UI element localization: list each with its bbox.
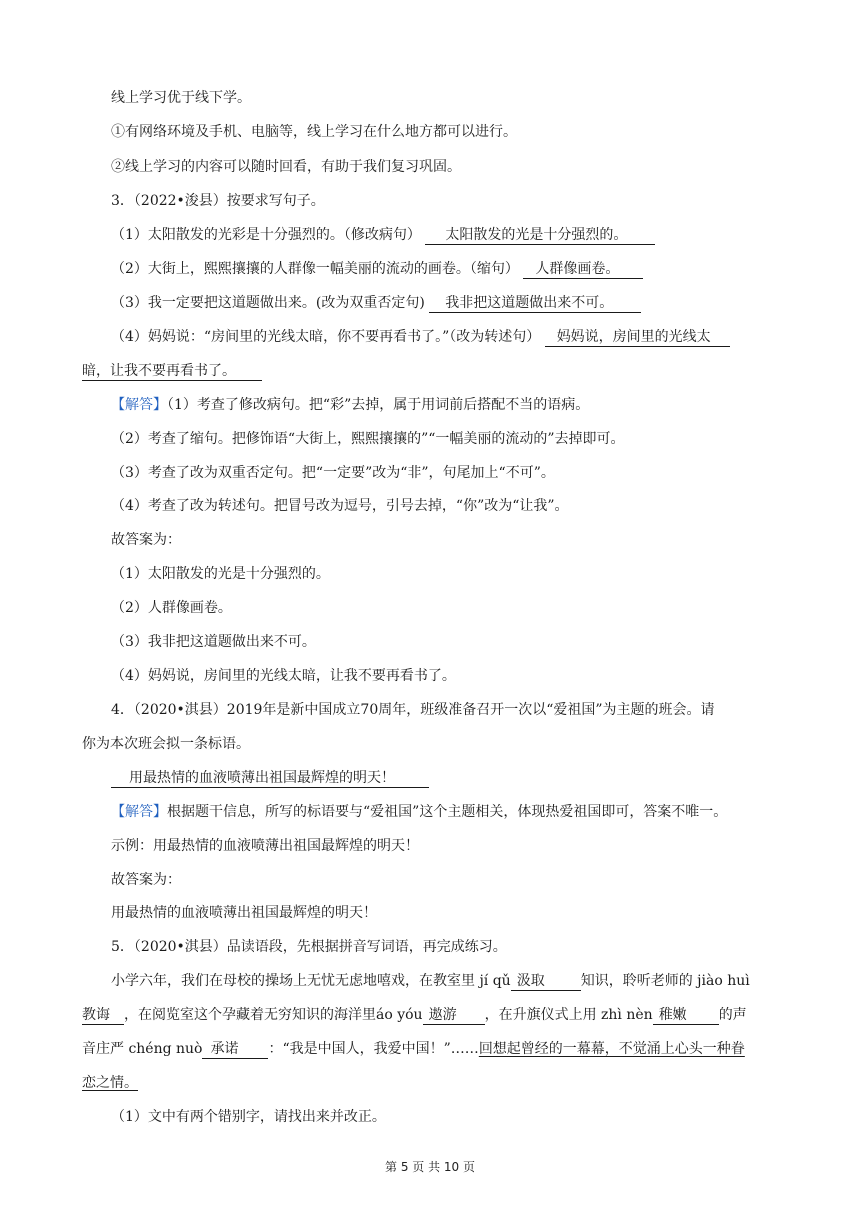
line: （4）妈妈说：“房间里的光线太暗，你不要再看书了。”（改为转述句） 妈妈说，房间里的光线太 (111, 327, 778, 347)
answer-text: 用最热情的血液喷薄出祖国最辉煌的明天！ (129, 770, 395, 786)
line: 故答案为： (111, 872, 181, 888)
answer-text: 遨游 (428, 1007, 457, 1023)
answer-text: 我非把这道题做出来不可。 (445, 295, 614, 311)
line: （2）人群像画卷。 (111, 600, 232, 616)
line: （1）文中有两个错别字，请找出来并改正。 (111, 1109, 386, 1125)
answer-text: 暗，让我不要再看书了。 (82, 363, 236, 379)
answer-text: 太阳散发的光是十分强烈的。 (445, 227, 628, 243)
page-footer: 第 5 页 共 10 页 (385, 1160, 475, 1174)
answer-tag: 【解答】 (111, 397, 167, 413)
answer-text: 教诲 (82, 1007, 110, 1023)
line: （4）妈妈说，房间里的光线太暗，让我不要再看书了。 (111, 668, 456, 684)
line (111, 768, 778, 788)
answer-text: 汲取 (516, 973, 545, 989)
line: 你为本次班会拟一条标语。 (82, 736, 250, 752)
line: 教诲 ，在阅览室这个孕藏着无穷知识的海洋里áo yóu 遨游 ，在升旗仪式上用 zhì nèn 稚嫩 的声 (82, 1007, 747, 1023)
line: （3）考查了改为双重否定句。把“一定要”改为“非”，句尾加上“不可”。 (111, 465, 555, 481)
answer-text: 人群像画卷。 (535, 261, 620, 277)
line: （1）太阳散发的光是十分强烈的。 (111, 566, 330, 582)
line: ①有网络环境及手机、电脑等，线上学习在什么地方都可以进行。 (111, 124, 517, 140)
line (82, 1073, 778, 1093)
line: （3）我一定要把这道题做出来。(改为双重否定句) 我非把这道题做出来不可。 (111, 293, 778, 313)
line: 音庄严 chéng nuò 承诺 ：“我是中国人，我爱中国！”……回想起曾经的一幕幕，不觉涌上心头一种眷 (82, 1041, 745, 1057)
line: 线上学习优于线下学。 (111, 90, 251, 106)
underlined-text: 恋之情。 (82, 1075, 138, 1091)
question-3: 3．（2022•浚县）按要求写句子。 (111, 193, 325, 209)
line: （1）太阳散发的光彩是十分强烈的。（修改病句） 太阳散发的光是十分强烈的。 (111, 225, 778, 245)
question-5: 5．（2020•淇县）品读语段，先根据拼音写词语，再完成练习。 (111, 939, 507, 955)
answer-text: 妈妈说，房间里的光线太 (556, 329, 711, 345)
answer-tag: 【解答】 (111, 804, 167, 820)
line: 用最热情的血液喷薄出祖国最辉煌的明天！ (111, 905, 377, 921)
line: ②线上学习的内容可以随时回看，有助于我们复习巩固。 (111, 159, 461, 175)
line: 【解答】（1）考查了修改病句。把“彩”去掉，属于用词前后搭配不当的语病。 (111, 397, 590, 413)
line: 示例：用最热情的血液喷薄出祖国最辉煌的明天！ (111, 838, 419, 854)
line: 【解答】根据题干信息，所写的标语要与“爱祖国”这个主题相关，体现热爱祖国即可，答案不唯一。 (111, 804, 728, 820)
line: （4）考查了改为转述句。把冒号改为逗号，引号去掉，“你”改为“让我”。 (111, 498, 569, 514)
answer-text: 稚嫩 (658, 1007, 687, 1023)
line: （2）考查了缩句。把修饰语“大街上，熙熙攘攘的”“一幅美丽的流动的”去掉即可。 (111, 431, 625, 447)
line (82, 361, 778, 381)
line: （3）我非把这道题做出来不可。 (111, 634, 316, 650)
answer-text: 承诺 (210, 1041, 239, 1057)
line: 小学六年，我们在母校的操场上无忧无虑地嘻戏，在教室里 jí qǔ 汲取 知识，聆听老师的 jiào huì (111, 973, 750, 989)
question-4: 4．（2020•淇县）2019年是新中国成立70周年，班级准备召开一次以“爱祖国”为主题的班会。请 (111, 702, 715, 718)
underlined-text: 回想起曾经的一幕幕，不觉涌上心头一种眷 (478, 1041, 745, 1057)
line: （2）大街上，熙熙攘攘的人群像一幅美丽的流动的画卷。（缩句） 人群像画卷。 (111, 259, 778, 279)
line: 故答案为： (111, 532, 181, 548)
